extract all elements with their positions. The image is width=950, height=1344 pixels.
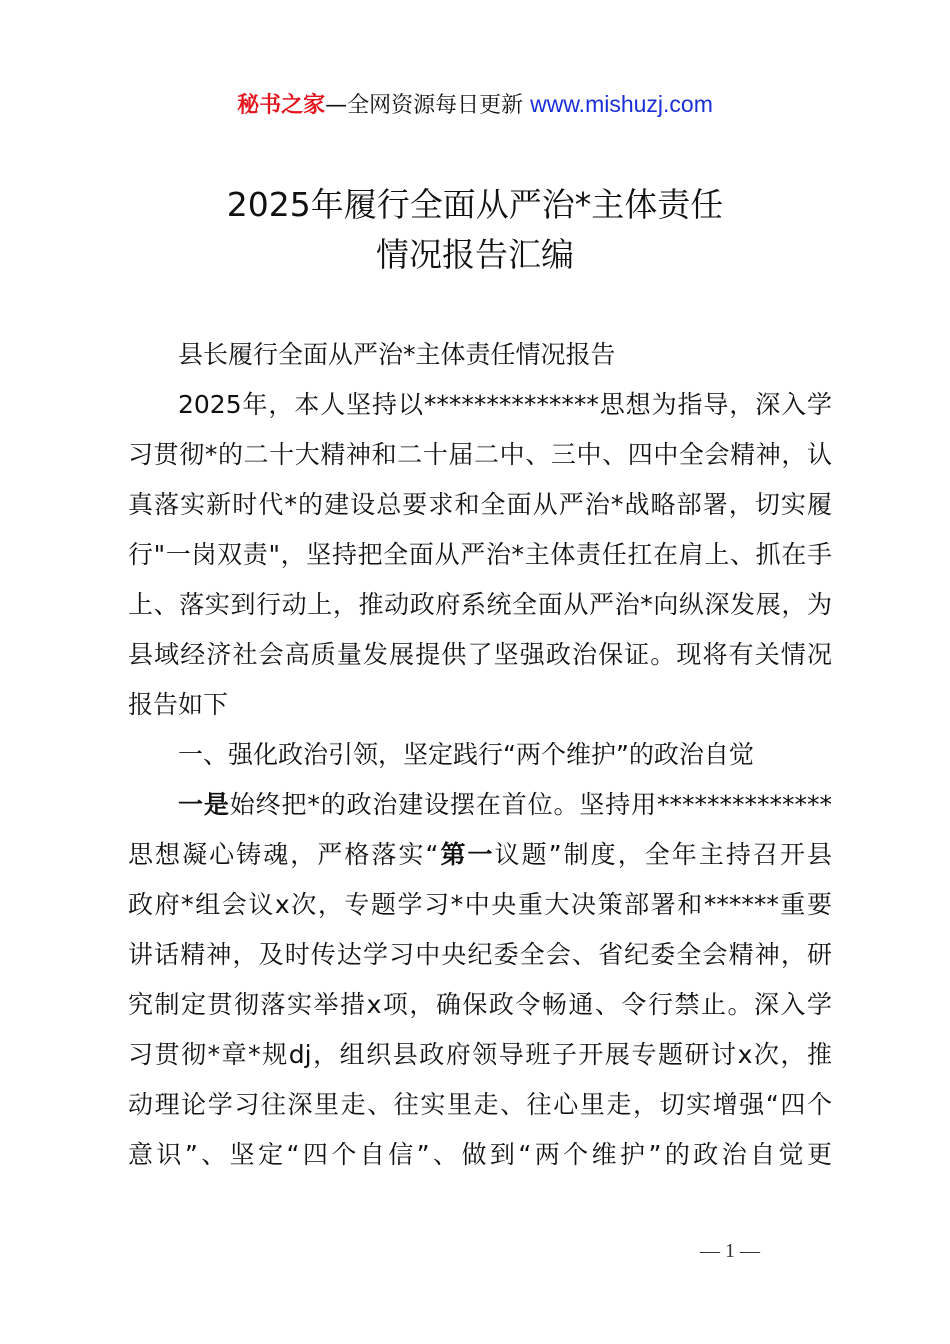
text-segment: 讲话精神，及时传达学习中央纪委全会、省纪委全会精神，研	[128, 940, 832, 969]
text-line	[128, 840, 832, 870]
text-segment: 上、落实到行动上，推动政府系统全面从严治*向纵深发展，为	[128, 590, 832, 619]
text-segment: 行"一岗双责"，坚持把全面从严治*主体责任扛在肩上、抓在手	[128, 540, 832, 569]
text-segment: 始终把*的政治建设摆在首位。坚持用**************	[229, 790, 832, 819]
page-number: — 1 —	[700, 1240, 760, 1262]
text-segment: 意识”、坚定“四个自信”、做到“两个维护”的政治自觉更	[128, 1140, 832, 1169]
text-line	[128, 590, 832, 620]
brand-name: 秘书之家	[237, 93, 326, 118]
document-title-line-2: 情况报告汇编	[376, 235, 574, 274]
text-line	[128, 990, 832, 1020]
text-segment: 真落实新时代*的建设总要求和全面从严治*战略部署，切实履	[128, 490, 832, 519]
text-line	[128, 1090, 832, 1120]
text-segment: 县长履行全面从严治*主体责任情况报告	[178, 340, 616, 369]
text-line	[128, 940, 832, 970]
text-segment: 议题”制度，全年主持召开县	[494, 840, 832, 869]
text-segment: 习贯彻*章*规dj，组织县政府领导班子开展专题研讨x次，推	[128, 1040, 832, 1069]
bold-text: 一是	[178, 790, 230, 819]
text-segment: 思想凝心铸魂，严格落实“	[128, 840, 439, 869]
text-segment: 2025年，本人坚持以**************思想为指导，深入学	[178, 390, 832, 419]
text-segment: 一、强化政治引领，坚定践行“两个维护”的政治自觉	[178, 740, 754, 769]
text-line	[128, 1140, 832, 1170]
text-line	[128, 690, 832, 720]
site-url-link[interactable]: www.mishuzj.com	[530, 91, 713, 117]
document-title-line-1: 2025年履行全面从严治*主体责任	[226, 185, 724, 224]
bold-text: 第一	[438, 840, 495, 869]
text-segment: 究制定贯彻落实举措x项，确保政令畅通、令行禁止。深入学	[128, 990, 832, 1019]
text-segment: 习贯彻*的二十大精神和二十届二中、三中、四中全会精神，认	[128, 440, 832, 469]
text-segment: 动理论学习往深里走、往实里走、往心里走，切实增强“四个	[128, 1090, 832, 1119]
text-segment: 报告如下	[128, 690, 229, 719]
banner-tagline: —全网资源每日更新	[325, 93, 531, 118]
text-line	[178, 340, 832, 370]
text-line	[178, 740, 832, 770]
text-line	[128, 640, 832, 670]
text-line	[178, 790, 832, 820]
text-line	[128, 1040, 832, 1070]
text-line	[128, 440, 832, 470]
site-banner	[0, 88, 950, 122]
text-line	[128, 490, 832, 520]
text-line	[128, 890, 832, 920]
text-line	[128, 540, 832, 570]
text-segment: 政府*组会议x次，专题学习*中央重大决策部署和******重要	[128, 890, 832, 919]
text-line	[178, 390, 832, 420]
text-segment: 县域经济社会高质量发展提供了坚强政治保证。现将有关情况	[128, 640, 832, 669]
